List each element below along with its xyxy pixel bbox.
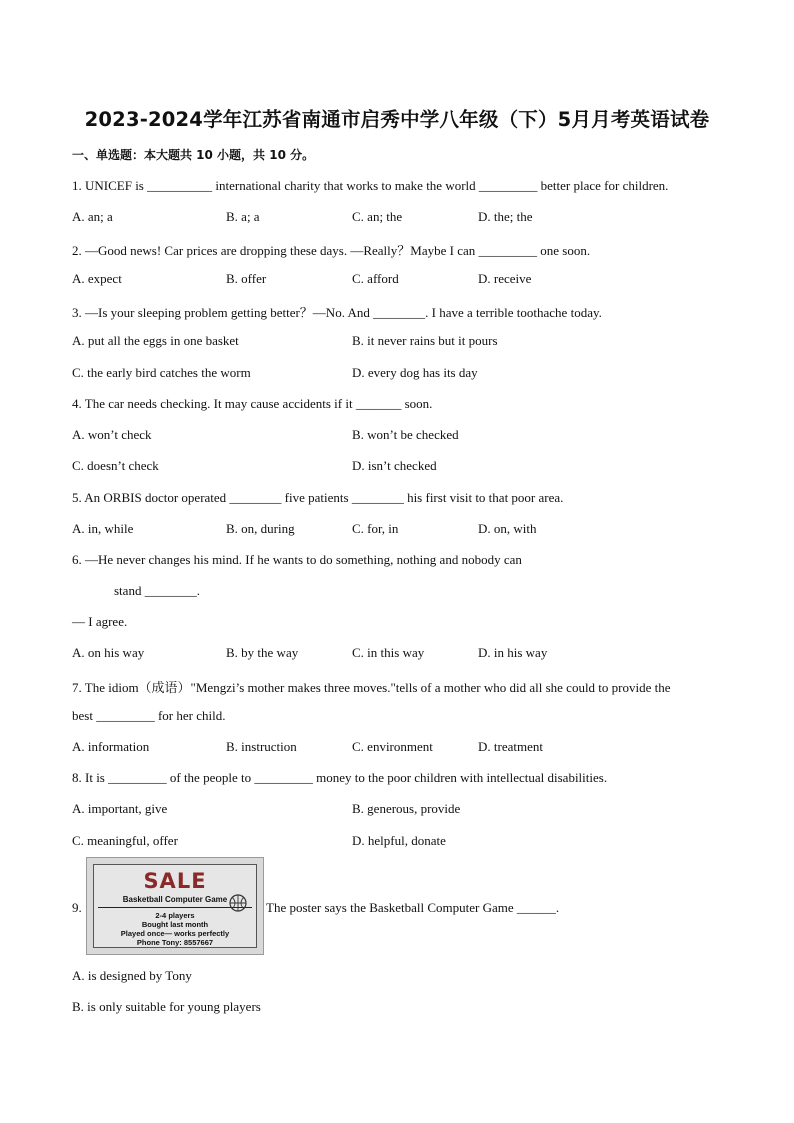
poster-subheading: Basketball Computer Game <box>122 895 228 904</box>
question-3-option-a[interactable]: A. put all the eggs in one basket <box>72 333 239 348</box>
question-5-stem: 5. An ORBIS doctor operated ________ five patients ________ his first visit to that poor area. <box>72 490 564 505</box>
question-1-option-b[interactable]: B. a; a <box>226 209 260 224</box>
question-9-option-b[interactable]: B. is only suitable for young players <box>72 999 261 1014</box>
question-7-option-c[interactable]: C. environment <box>352 739 433 754</box>
question-6-stem-continued: stand ________. <box>114 583 200 598</box>
question-7-option-a[interactable]: A. information <box>72 739 150 754</box>
poster-line: 2-4 players <box>155 911 195 920</box>
question-2-stem: 2. —Good news! Car prices are dropping these days. —Really？Maybe I can _________ one soon. <box>72 243 591 258</box>
question-8-stem: 8. It is _________ of the people to _________ money to the poor children with intellectual disabilities. <box>72 770 608 785</box>
question-5-option-a[interactable]: A. in, while <box>72 521 134 536</box>
question-8-option-d[interactable]: D. helpful, donate <box>352 833 446 848</box>
question-3-option-d[interactable]: D. every dog has its day <box>352 365 478 380</box>
question-5-option-d[interactable]: D. on, with <box>478 521 537 536</box>
poster-line: Played once— works perfectly <box>120 929 230 938</box>
question-1-option-a[interactable]: A. an; a <box>72 209 113 224</box>
sale-poster-image <box>86 857 264 955</box>
question-4-stem: 4. The car needs checking. It may cause accidents if it _______ soon. <box>72 396 433 411</box>
section-heading: 一、单选题：本大题共 10 小题，共 10 分。 <box>72 148 315 162</box>
question-6-option-c[interactable]: C. in this way <box>352 645 425 660</box>
question-3-stem: 3. —Is your sleeping problem getting better？—No. And ________. I have a terrible toothache today. <box>72 305 602 320</box>
question-1-option-c[interactable]: C. an; the <box>352 209 403 224</box>
question-5-option-c[interactable]: C. for, in <box>352 521 399 536</box>
question-4-option-a[interactable]: A. won’t check <box>72 427 152 442</box>
question-6-stem: 6. —He never changes his mind. If he wants to do something, nothing and nobody can <box>72 552 522 567</box>
question-7-option-b[interactable]: B. instruction <box>226 739 297 754</box>
question-7-stem-continued: best _________ for her child. <box>72 708 226 723</box>
question-6-option-a[interactable]: A. on his way <box>72 645 145 660</box>
question-6-reply: — I agree. <box>72 614 128 629</box>
question-7-option-d[interactable]: D. treatment <box>478 739 543 754</box>
question-7-stem: 7. The idiom（成语）"Mengzi’s mother makes three moves."tells of a mother who did all she could to provide the <box>72 680 671 695</box>
poster-line: Bought last month <box>141 920 209 929</box>
question-4-option-d[interactable]: D. isn’t checked <box>352 458 437 473</box>
question-9-stem: The poster says the Basketball Computer Game ______. <box>266 900 560 915</box>
question-2-option-b[interactable]: B. offer <box>226 271 267 286</box>
page-title: 2023-2024学年江苏省南通市启秀中学八年级（下）5月月考英语试卷 <box>84 108 710 131</box>
question-8-option-b[interactable]: B. generous, provide <box>352 801 461 816</box>
poster-line: Phone Tony: 8557667 <box>136 938 214 947</box>
question-1-stem: 1. UNICEF is __________ international charity that works to make the world _________ better place for children. <box>72 178 669 193</box>
question-5-option-b[interactable]: B. on, during <box>226 521 295 536</box>
question-2-option-c[interactable]: C. afford <box>352 271 399 286</box>
question-6-option-d[interactable]: D. in his way <box>478 645 548 660</box>
question-3-option-c[interactable]: C. the early bird catches the worm <box>72 365 251 380</box>
question-6-option-b[interactable]: B. by the way <box>226 645 299 660</box>
poster-heading: SALE <box>143 869 207 893</box>
question-1-option-d[interactable]: D. the; the <box>478 209 533 224</box>
question-2-option-d[interactable]: D. receive <box>478 271 532 286</box>
poster-frame <box>93 864 257 948</box>
question-2-option-a[interactable]: A. expect <box>72 271 122 286</box>
question-4-option-b[interactable]: B. won’t be checked <box>352 427 459 442</box>
question-8-option-c[interactable]: C. meaningful, offer <box>72 833 178 848</box>
question-4-option-c[interactable]: C. doesn’t check <box>72 458 159 473</box>
question-9-option-a[interactable]: A. is designed by Tony <box>72 968 192 983</box>
question-8-option-a[interactable]: A. important, give <box>72 801 168 816</box>
question-9-number: 9. <box>72 900 82 915</box>
basketball-icon <box>228 893 248 913</box>
question-3-option-b[interactable]: B. it never rains but it pours <box>352 333 498 348</box>
